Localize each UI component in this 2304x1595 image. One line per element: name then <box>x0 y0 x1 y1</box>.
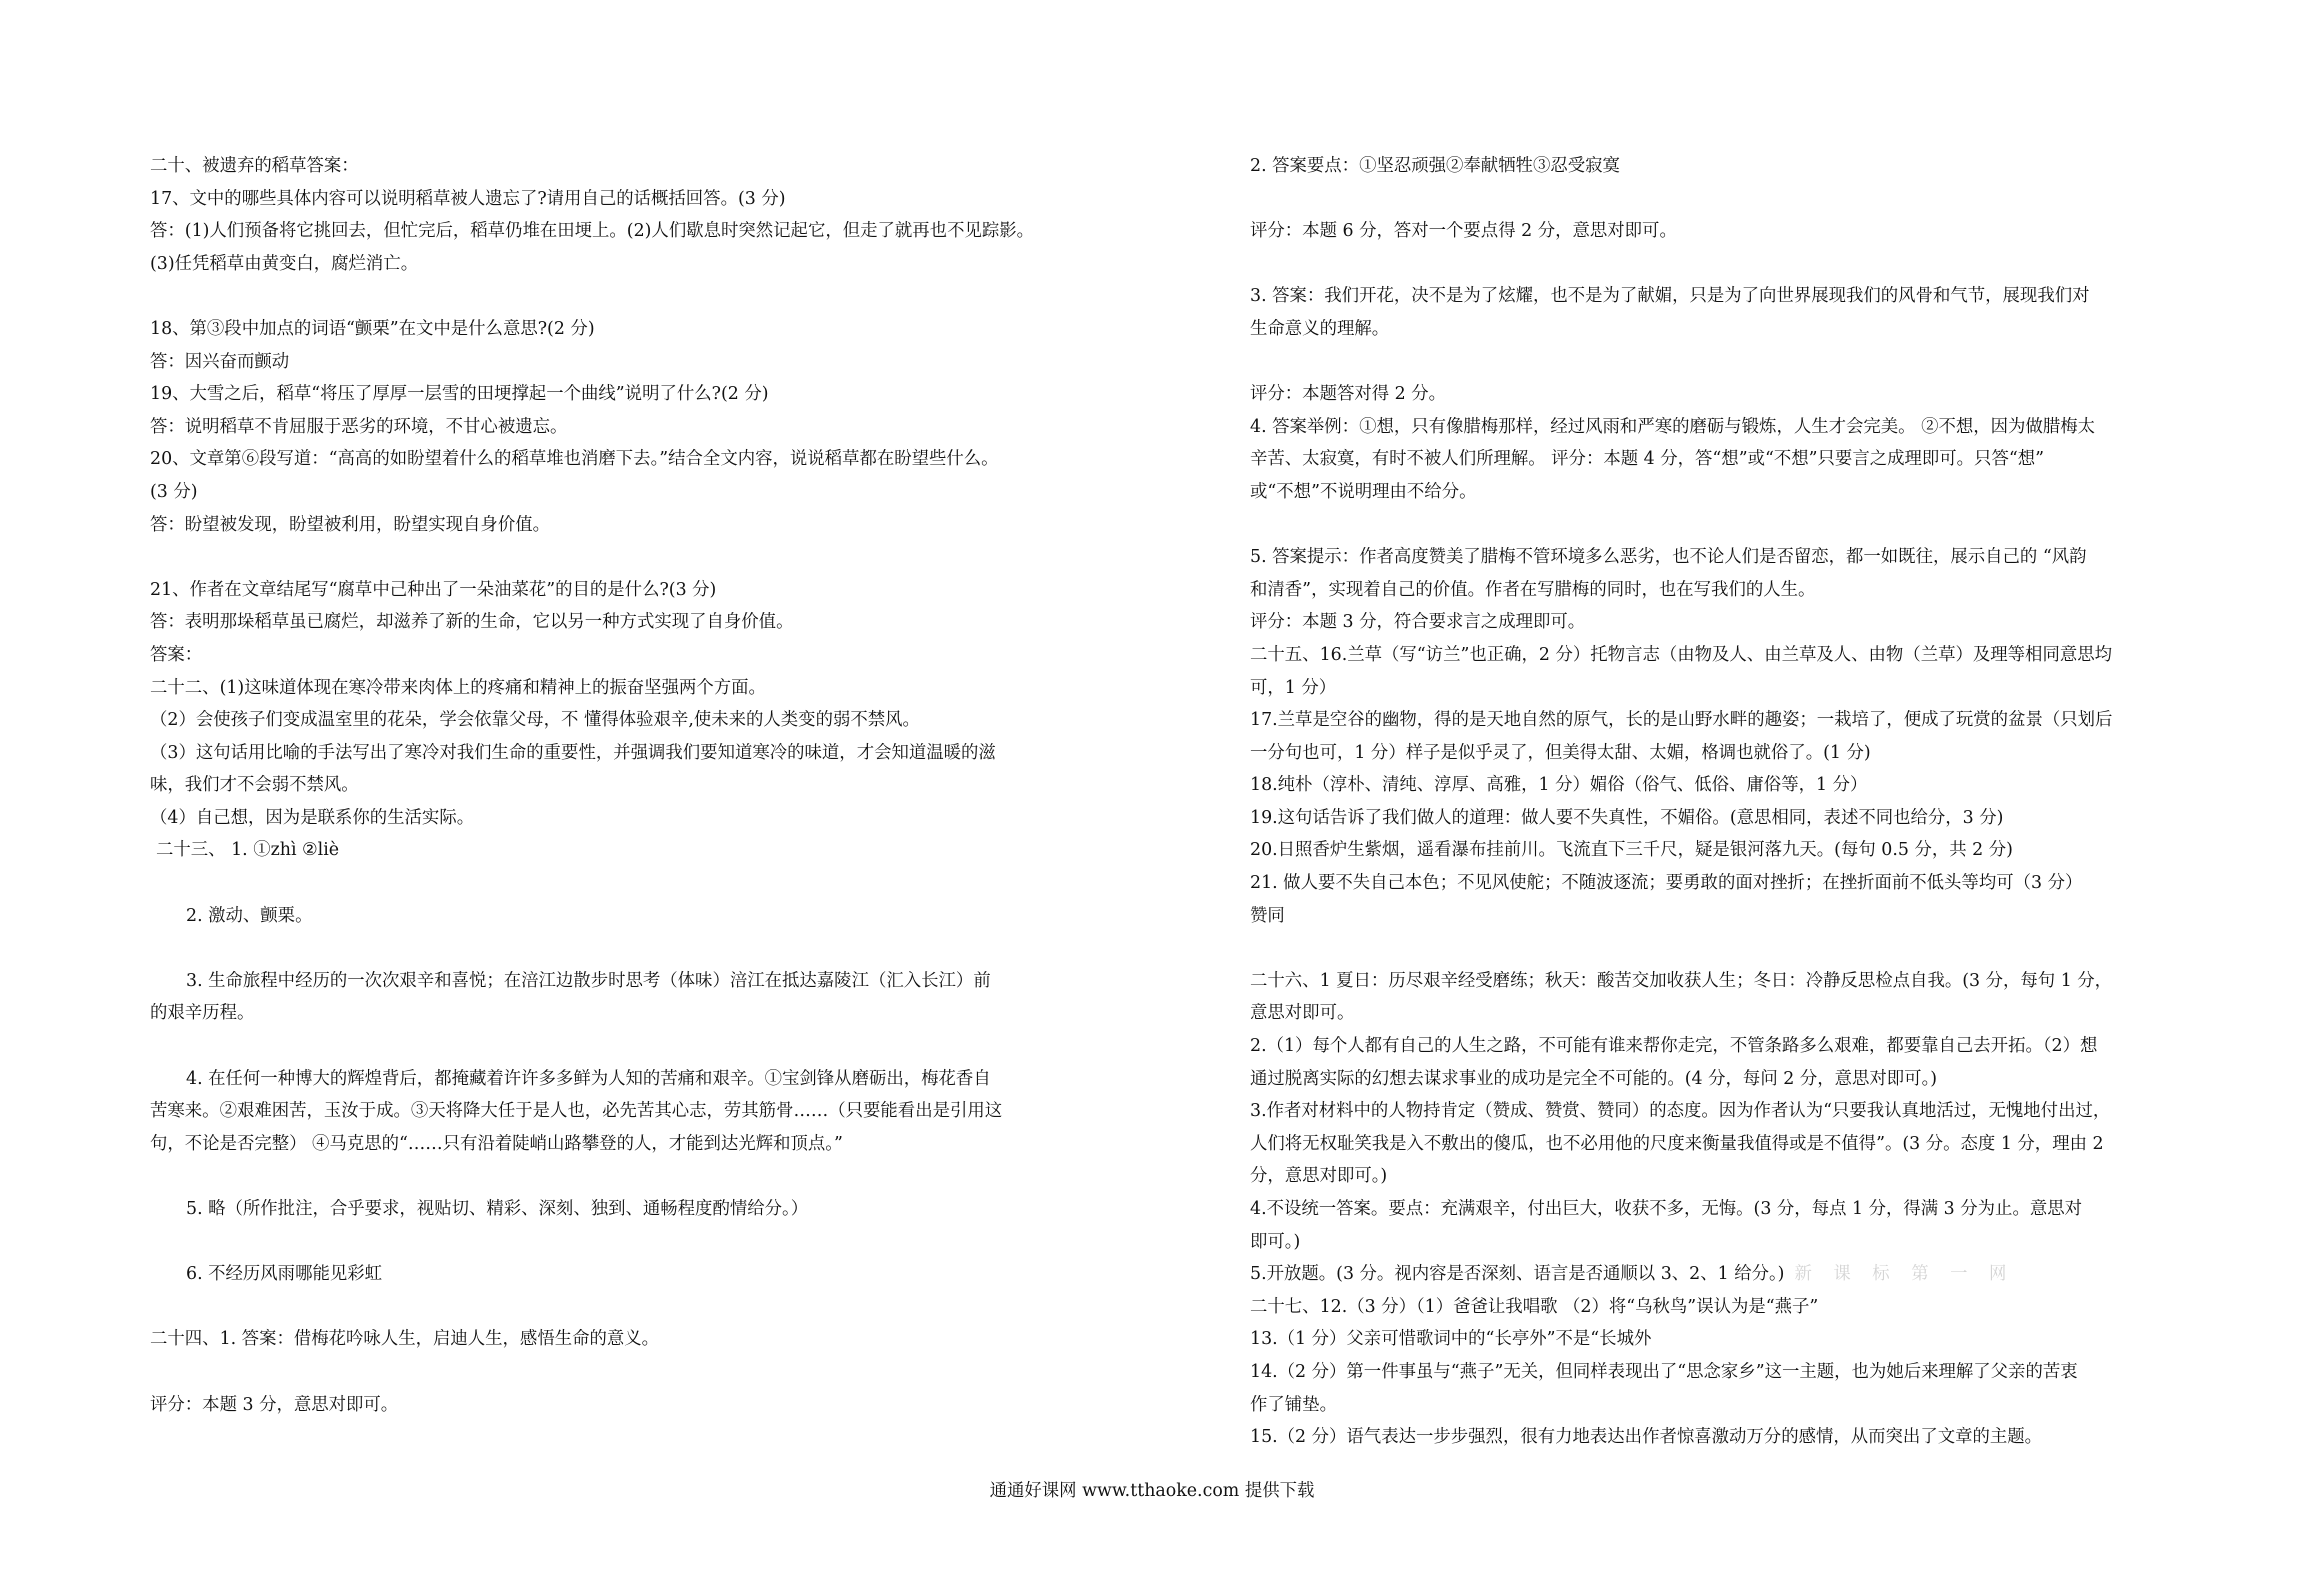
blank-line <box>1250 183 2190 216</box>
line-text: 3. 生命旅程中经历的一次次艰辛和喜悦；在涪江边散步时思考（体味）涪江在抵达嘉陵江（汇入长江）前 <box>186 970 991 991</box>
text-line <box>150 834 1090 867</box>
line-text: 分，意思对即可。) <box>1250 1166 1388 1187</box>
text-line <box>150 378 1090 411</box>
footer-credit: 通通好课网 www.tthaoke.com 提供下载 <box>989 1481 1315 1501</box>
line-text: 6. 不经历风雨哪能见彩虹 <box>186 1264 383 1285</box>
text-line <box>1250 606 2190 639</box>
line-text: 17.兰草是空谷的幽物，得的是天地自然的原气，长的是山野水畔的趣姿；一栽培了，便成了玩赏的盆景（只划后 <box>1250 710 2113 731</box>
text-line <box>1250 867 2190 900</box>
blank-line <box>1250 346 2190 379</box>
text-line <box>1250 737 2190 770</box>
blank-line <box>150 932 1090 965</box>
text-line <box>1250 150 2190 183</box>
line-text: 14.（2 分）第一件事虽与“燕子”无关，但同样表现出了“思念家乡”这一主题，也为她后来理解了父亲的苦衷 <box>1250 1361 2078 1382</box>
line-text: 18、第③段中加点的词语“颤栗”在文中是什么意思?(2 分) <box>150 318 595 339</box>
text-line <box>150 215 1090 248</box>
line-text: 18.纯朴（淳朴、清纯、淳厚、高雅，1 分）媚俗（俗气、低俗、庸俗等，1 分） <box>1250 775 1868 796</box>
text-line <box>1250 411 2190 444</box>
text-line <box>150 1258 1090 1291</box>
line-text: 评分：本题答对得 2 分。 <box>1250 384 1447 405</box>
line-text: (3)任凭稻草由黄变白，腐烂消亡。 <box>150 253 419 274</box>
line-text: 20.日照香炉生紫烟，遥看瀑布挂前川。飞流直下三千尺，疑是银河落九天。(每句 0.5 分，共 2 分) <box>1250 840 2013 861</box>
line-text: 答：因兴奋而颤动 <box>150 351 290 372</box>
line-text: 和清香”，实现着自己的价值。作者在写腊梅的同时，也在写我们的人生。 <box>1250 579 1816 600</box>
line-text: 二十三、 1. ①zhì ②liè <box>156 840 340 861</box>
text-line <box>1250 1193 2190 1226</box>
text-line <box>1250 1095 2190 1128</box>
text-line <box>1250 1421 2190 1454</box>
line-text: 可，1 分） <box>1250 677 1337 698</box>
line-text: (3 分) <box>150 481 198 502</box>
text-line <box>1250 1389 2190 1422</box>
left-column <box>150 150 1090 1421</box>
line-text: 15.（2 分）语气表达一步步强烈，很有力地表达出作者惊喜激动万分的感情，从而突出了文章的主题。 <box>1250 1427 2043 1448</box>
text-line <box>150 900 1090 933</box>
line-text: 19、大雪之后，稻草“将压了厚厚一层雪的田埂撑起一个曲线”说明了什么?(2 分) <box>150 384 769 405</box>
blank-line <box>150 1291 1090 1324</box>
line-text: 评分：本题 3 分，意思对即可。 <box>150 1394 399 1415</box>
text-line <box>150 183 1090 216</box>
line-text: 二十、被遗弃的稻草答案： <box>150 156 359 176</box>
line-text: 的艰辛历程。 <box>150 1003 255 1024</box>
text-line <box>150 443 1090 476</box>
text-line <box>1250 834 2190 867</box>
text-line <box>150 997 1090 1030</box>
line-text: 4.不设统一答案。要点：充满艰辛，付出巨大，收获不多，无悔。(3 分，每点 1 分，得满 3 分为止。意思对 <box>1250 1199 2083 1219</box>
line-text: 2. 答案要点：①坚忍顽强②奉献牺牲③忍受寂寞 <box>1250 156 1620 176</box>
line-text: 赞同 <box>1250 905 1285 926</box>
blank-line <box>150 280 1090 313</box>
line-text: 作了铺垫。 <box>1250 1394 1337 1415</box>
line-text: （2）会使孩子们变成温室里的花朵，学会依靠父母，不 懂得体验艰辛,使未来的人类变的弱不禁风。 <box>150 710 920 731</box>
text-line <box>1250 965 2190 998</box>
line-text: 苦寒来。②艰难困苦，玉汝于成。③天将降大任于是人也，必先苦其心志，劳其筋骨……（只要能看出是引用这 <box>150 1101 1003 1122</box>
text-line <box>1250 1128 2190 1161</box>
text-line <box>1250 313 2190 346</box>
line-text: 21、作者在文章结尾写“腐草中己种出了一朵油菜花”的目的是什么?(3 分) <box>150 579 717 600</box>
text-line <box>1250 1160 2190 1193</box>
line-text: 4. 在任何一种博大的辉煌背后，都掩藏着许许多多鲜为人知的苦痛和艰辛。①宝剑锋从磨砺出，梅花香自 <box>186 1068 991 1089</box>
text-line <box>150 1389 1090 1422</box>
line-text: 二十七、12.（3 分）（1）爸爸让我唱歌 （2）将“乌秋鸟”误认为是“燕子” <box>1250 1296 1819 1317</box>
line-text: 答案： <box>150 644 203 665</box>
line-text: 二十二、(1)这味道体现在寒冷带来肉体上的疼痛和精神上的振奋坚强两个方面。 <box>150 677 766 698</box>
text-line <box>1250 1323 2190 1356</box>
text-line <box>150 769 1090 802</box>
text-line <box>150 574 1090 607</box>
line-text: 评分：本题 6 分，答对一个要点得 2 分，意思对即可。 <box>1250 221 1677 242</box>
text-line <box>1250 280 2190 313</box>
line-text: 5.开放题。(3 分。视内容是否深刻、语言是否通顺以 3、2、1 给分。) <box>1250 1264 1785 1285</box>
text-line <box>1250 1063 2190 1096</box>
text-line <box>1250 672 2190 705</box>
blank-line <box>150 1030 1090 1063</box>
text-line <box>150 1128 1090 1161</box>
text-line <box>150 965 1090 998</box>
text-line <box>1250 476 2190 509</box>
text-line <box>1250 802 2190 835</box>
text-line <box>1250 769 2190 802</box>
text-line <box>150 1323 1090 1356</box>
line-text: 13.（1 分）父亲可惜歌词中的“长亭外”不是“长城外 <box>1250 1329 1652 1350</box>
text-line <box>150 411 1090 444</box>
text-line <box>1250 1356 2190 1389</box>
text-line <box>1250 900 2190 933</box>
text-line <box>1250 378 2190 411</box>
text-line <box>150 476 1090 509</box>
text-line <box>150 1193 1090 1226</box>
line-text: 评分：本题 3 分，符合要求言之成理即可。 <box>1250 612 1586 633</box>
line-text: 辛苦、太寂寞，有时不被人们所理解。 评分：本题 4 分，答“想”或“不想”只要言之成理即可。只答“想” <box>1250 449 2045 470</box>
line-text: 21. 做人要不失自己本色；不见风使舵；不随波逐流；要勇敢的面对挫折；在挫折面前不低头等均可（3 分） <box>1250 873 2083 894</box>
line-text: 答：(1)人们预备将它挑回去，但忙完后，稻草仍堆在田埂上。(2)人们歇息时突然记起它，但走了就再也不见踪影。 <box>150 221 1035 242</box>
text-line <box>150 150 1090 183</box>
line-text: 答：盼望被发现，盼望被利用，盼望实现自身价值。 <box>150 514 550 535</box>
line-text: 二十六、1 夏日：历尽艰辛经受磨练；秋天：酸苦交加收获人生；冬日：冷静反思检点自我。(3 分，每句 1 分， <box>1250 970 2113 991</box>
text-line <box>150 606 1090 639</box>
blank-line <box>1250 932 2190 965</box>
line-text: 17、文中的哪些具体内容可以说明稻草被人遗忘了?请用自己的话概括回答。(3 分) <box>150 188 786 209</box>
line-text: 意思对即可。 <box>1250 1003 1355 1024</box>
line-text: 20、文章第⑥段写道：“高高的如盼望着什么的稻草堆也消磨下去。”结合全文内容，说说稻草都在盼望些什么。 <box>150 449 999 470</box>
line-text: 2. 激动、颤栗。 <box>186 905 313 926</box>
blank-line <box>150 1160 1090 1193</box>
line-text: （4）自己想，因为是联系你的生活实际。 <box>150 807 475 828</box>
text-line <box>150 346 1090 379</box>
line-text: 5. 答案提示：作者高度赞美了腊梅不管环境多么恶劣，也不论人们是否留恋，都一如既往，展示自己的 “风韵 <box>1250 547 2087 568</box>
text-line <box>1250 443 2190 476</box>
line-text: 二十四、1. 答案：借梅花吟咏人生，启迪人生，感悟生命的意义。 <box>150 1329 660 1350</box>
text-line <box>1250 215 2190 248</box>
line-text: （3）这句话用比喻的手法写出了寒冷对我们生命的重要性，并强调我们要知道寒冷的味道，才会知道温暖的滋 <box>150 742 996 763</box>
line-text: 即可。) <box>1250 1231 1301 1252</box>
line-text: 答：表明那垛稻草虽已腐烂，却滋养了新的生命，它以另一种方式实现了自身价值。 <box>150 612 794 633</box>
blank-line <box>150 541 1090 574</box>
line-text: 味，我们才不会弱不禁风。 <box>150 775 359 796</box>
line-text: 2.（1）每个人都有自己的人生之路，不可能有谁来帮你走完，不管条路多么艰难，都要靠自己去开拓。（2）想 <box>1250 1036 2098 1057</box>
blank-line <box>150 1356 1090 1389</box>
line-text: 句，不论是否完整） ④马克思的“……只有沿着陡峭山路攀登的人，才能到达光辉和顶点。” <box>150 1133 843 1154</box>
text-line <box>1250 704 2190 737</box>
text-line <box>150 672 1090 705</box>
blank-line <box>150 1226 1090 1259</box>
text-line <box>1250 997 2190 1030</box>
text-line <box>150 313 1090 346</box>
line-text: 通过脱离实际的幻想去谋求事业的成功是完全不可能的。(4 分，每问 2 分，意思对即可。) <box>1250 1068 1938 1089</box>
line-text: 二十五、16.兰草（写“访兰”也正确，2 分）托物言志（由物及人、由兰草及人、由物（兰草）及理等相同意思均 <box>1250 644 2113 665</box>
line-text: 人们将无权耻笑我是入不敷出的傻瓜，也不必用他的尺度来衡量我值得或是不值得”。(3 分。态度 1 分，理由 2 <box>1250 1133 2104 1154</box>
text-line <box>1250 1258 2190 1291</box>
text-line <box>150 704 1090 737</box>
blank-line <box>150 867 1090 900</box>
line-text: 或“不想”不说明理由不给分。 <box>1250 481 1477 502</box>
text-line <box>150 737 1090 770</box>
blank-line <box>1250 509 2190 542</box>
text-line <box>1250 574 2190 607</box>
line-text: 答：说明稻草不肯屈服于恶劣的环境，不甘心被遗忘。 <box>150 416 568 437</box>
line-text: 一分句也可，1 分）样子是似乎灵了，但美得太甜、太媚，格调也就俗了。(1 分) <box>1250 742 1871 763</box>
blank-line <box>1250 248 2190 281</box>
text-line <box>1250 1030 2190 1063</box>
text-line <box>1250 1291 2190 1324</box>
line-text: 5. 略（所作批注，合乎要求，视贴切、精彩、深刻、独到、通畅程度酌情给分。） <box>186 1199 809 1219</box>
text-line <box>150 1063 1090 1096</box>
text-line <box>1250 1226 2190 1259</box>
text-line <box>150 248 1090 281</box>
text-line <box>150 509 1090 542</box>
text-line <box>1250 639 2190 672</box>
watermark-text: 新 课 标 第 一 网 <box>1794 1264 2015 1285</box>
text-line <box>150 639 1090 672</box>
line-text: 3. 答案：我们开花，决不是为了炫耀，也不是为了献媚，只是为了向世界展现我们的风骨和气节，展现我们对 <box>1250 286 2090 307</box>
text-line <box>150 1095 1090 1128</box>
text-line <box>150 802 1090 835</box>
line-text: 生命意义的理解。 <box>1250 318 1390 339</box>
right-column <box>1250 150 2190 1454</box>
line-text: 3.作者对材料中的人物持肯定（赞成、赞赏、赞同）的态度。因为作者认为“只要我认真地活过，无愧地付出过， <box>1250 1101 2111 1122</box>
line-text: 19.这句话告诉了我们做人的道理：做人要不失真性，不媚俗。(意思相同，表述不同也给分，3 分) <box>1250 807 2004 828</box>
line-text: 4. 答案举例：①想，只有像腊梅那样，经过风雨和严寒的磨砺与锻炼，人生才会完美。 ②不想，因为做腊梅太 <box>1250 416 2096 437</box>
text-line <box>1250 541 2190 574</box>
